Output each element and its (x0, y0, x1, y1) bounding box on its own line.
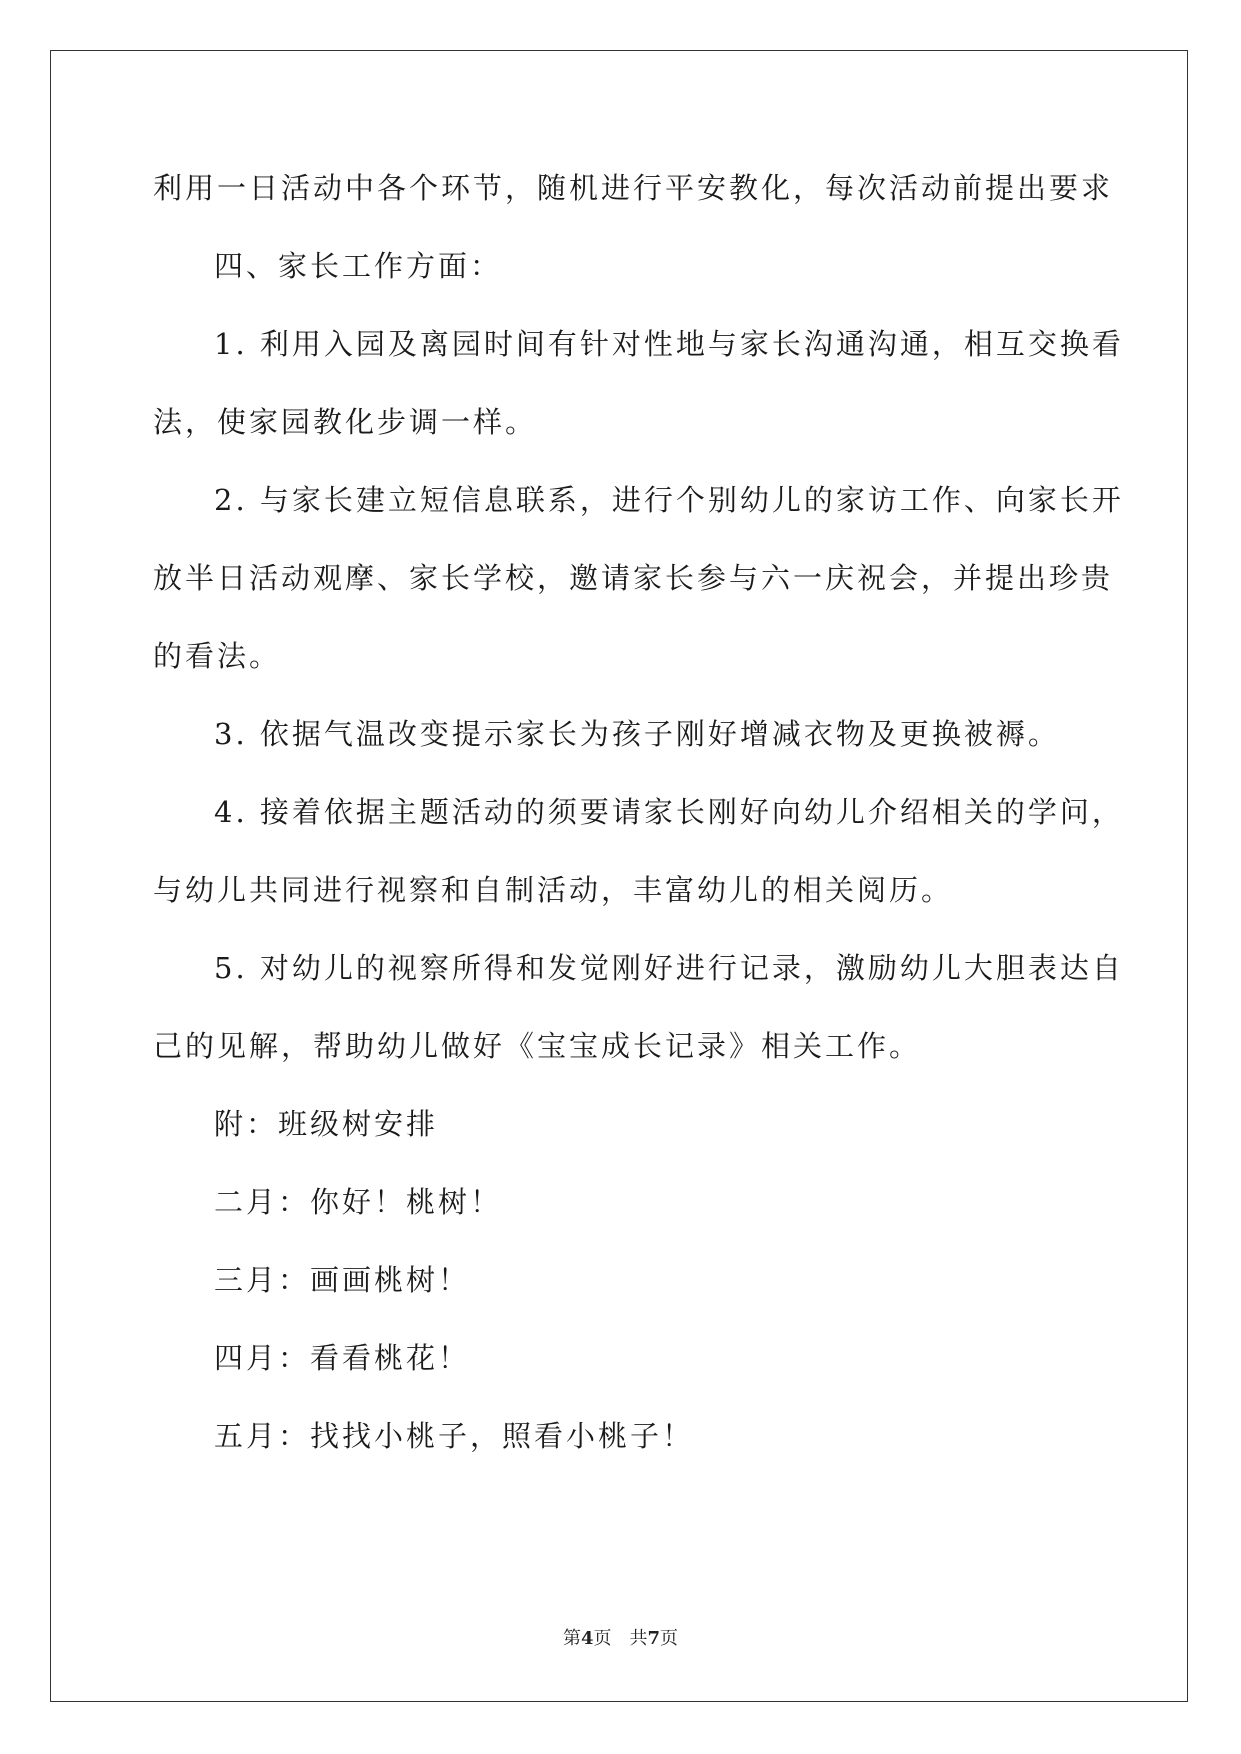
list-item-1-line-2: 法，使家园教化步调一样。 (153, 405, 538, 439)
footer-suffix: 页 (660, 1628, 679, 1649)
footer-middle: 页 共 (593, 1628, 648, 1649)
list-item-2-line-3: 的看法。 (153, 639, 282, 673)
list-item-2-line-2: 放半日活动观摩、家长学校，邀请家长参与六一庆祝会，并提出珍贵 (153, 561, 1114, 595)
schedule-item-april: 四月：看看桃花！ (214, 1341, 471, 1375)
section-heading: 四、家长工作方面： (214, 249, 503, 283)
schedule-item-march: 三月：画画桃树！ (214, 1263, 471, 1297)
list-item-5-line-1: 5. 对幼儿的视察所得和发觉刚好进行记录，激励幼儿大胆表达自 (214, 951, 1124, 985)
appendix-heading: 附：班级树安排 (214, 1107, 439, 1141)
total-pages-number: 7 (647, 1628, 661, 1649)
list-item-1-line-1: 1. 利用入园及离园时间有针对性地与家长沟通沟通，相互交换看 (214, 327, 1124, 361)
list-item-2-line-1: 2. 与家长建立短信息联系，进行个别幼儿的家访工作、向家长开 (214, 483, 1124, 517)
schedule-item-february: 二月：你好！桃树！ (214, 1185, 503, 1219)
footer-prefix: 第 (562, 1628, 581, 1649)
list-item-5-line-2: 己的见解，帮助幼儿做好《宝宝成长记录》相关工作。 (153, 1029, 922, 1063)
current-page-number: 4 (580, 1628, 594, 1649)
list-item-3: 3. 依据气温改变提示家长为孩子刚好增减衣物及更换被褥。 (214, 717, 1060, 751)
body-paragraph-line: 利用一日活动中各个环节，随机进行平安教化，每次活动前提出要求 (153, 171, 1114, 205)
list-item-4-line-1: 4. 接着依据主题活动的须要请家长刚好向幼儿介绍相关的学问， (214, 795, 1124, 829)
list-item-4-line-2: 与幼儿共同进行视察和自制活动，丰富幼儿的相关阅历。 (153, 873, 954, 907)
page-footer (0, 1627, 1241, 1651)
schedule-item-may: 五月：找找小桃子，照看小桃子！ (214, 1419, 695, 1453)
